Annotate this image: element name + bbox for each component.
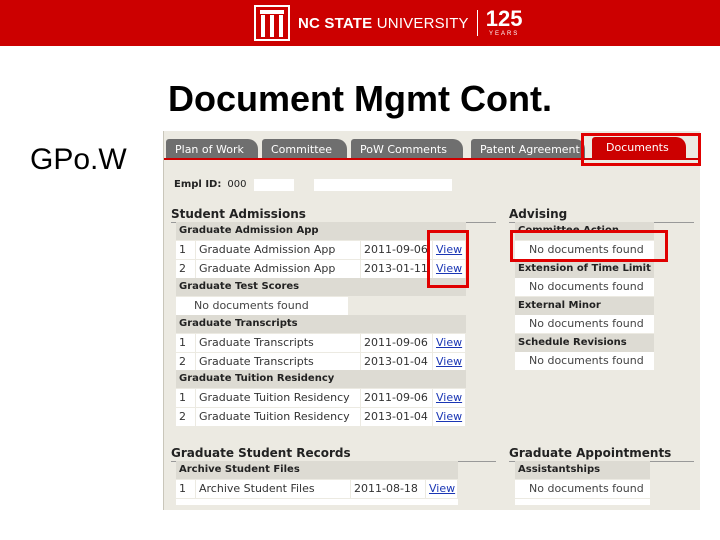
- view-link[interactable]: View: [433, 260, 466, 278]
- group-header: Schedule Revisions: [515, 334, 654, 352]
- university-banner: [0, 0, 720, 46]
- tab-committee[interactable]: Committee: [262, 139, 347, 160]
- belltower-icon: [254, 5, 290, 41]
- no-documents-message: No documents found: [515, 352, 654, 370]
- slide-side-label: GPo.W: [30, 143, 127, 176]
- group-header: Graduate Tuition Residency: [176, 370, 466, 388]
- group-header: Graduate Transcripts: [176, 315, 466, 333]
- group-header: Graduate Admission App: [176, 222, 466, 240]
- tab-pow-comments[interactable]: PoW Comments: [351, 139, 463, 160]
- table-row: 1 Graduate Admission App 2011-09-06 View: [176, 241, 466, 259]
- group-header: Extension of Time Limit: [515, 260, 654, 278]
- highlight-view-links: [427, 230, 469, 288]
- empl-redacted-1: [254, 179, 294, 191]
- table-row: 1 Archive Student Files 2011-08-18 View: [176, 480, 458, 498]
- table-row: 2 Graduate Transcripts 2013-01-04 View: [176, 353, 466, 371]
- group-header: Committee Action: [515, 222, 654, 240]
- highlight-no-documents: [510, 230, 668, 262]
- slide-title: Document Mgmt Cont.: [168, 78, 552, 119]
- view-link[interactable]: View: [433, 353, 466, 371]
- table-row: 1 Graduate Transcripts 2011-09-06 View: [176, 334, 466, 352]
- no-documents-message: No documents found: [515, 241, 654, 259]
- view-link[interactable]: View: [426, 480, 458, 498]
- group-header: Assistantships: [515, 461, 650, 479]
- group-header: Graduate Test Scores: [176, 278, 466, 296]
- empl-id: Empl ID: 000: [174, 179, 247, 190]
- tab-patent-agreement[interactable]: Patent Agreement: [471, 139, 585, 160]
- empl-redacted-2: [314, 179, 452, 191]
- tab-plan-of-work[interactable]: Plan of Work: [166, 139, 258, 160]
- documents-screenshot: [163, 131, 700, 510]
- group-header: External Minor: [515, 297, 654, 315]
- highlight-documents-tab: [581, 133, 701, 166]
- view-link[interactable]: View: [433, 389, 466, 407]
- no-documents-message: No documents found: [515, 278, 654, 296]
- tab-documents[interactable]: Documents: [592, 137, 686, 160]
- view-link[interactable]: View: [433, 408, 466, 426]
- graduate-student-records-heading: Graduate Student Records: [171, 446, 496, 462]
- no-documents-message: No documents found: [515, 315, 654, 333]
- university-logo: [254, 5, 522, 41]
- table-row: 2 Graduate Tuition Residency 2013-01-04 View: [176, 408, 466, 426]
- group-header: Archive Student Files: [176, 461, 458, 479]
- anniversary-mark: 125 YEARS: [485, 6, 523, 37]
- graduate-appointments-heading: Graduate Appointments: [509, 446, 694, 462]
- student-admissions-heading: Student Admissions: [171, 207, 496, 223]
- university-wordmark: NC STATE UNIVERSITY: [298, 14, 469, 32]
- view-link[interactable]: View: [433, 334, 466, 352]
- view-link[interactable]: View: [433, 241, 466, 259]
- no-documents-message: No documents found: [176, 297, 348, 315]
- no-documents-message: No documents found: [515, 480, 650, 498]
- advising-heading: Advising: [509, 207, 694, 223]
- table-row: 1 Graduate Tuition Residency 2011-09-06 View: [176, 389, 466, 407]
- table-row: 2 Graduate Admission App 2013-01-11 View: [176, 260, 466, 278]
